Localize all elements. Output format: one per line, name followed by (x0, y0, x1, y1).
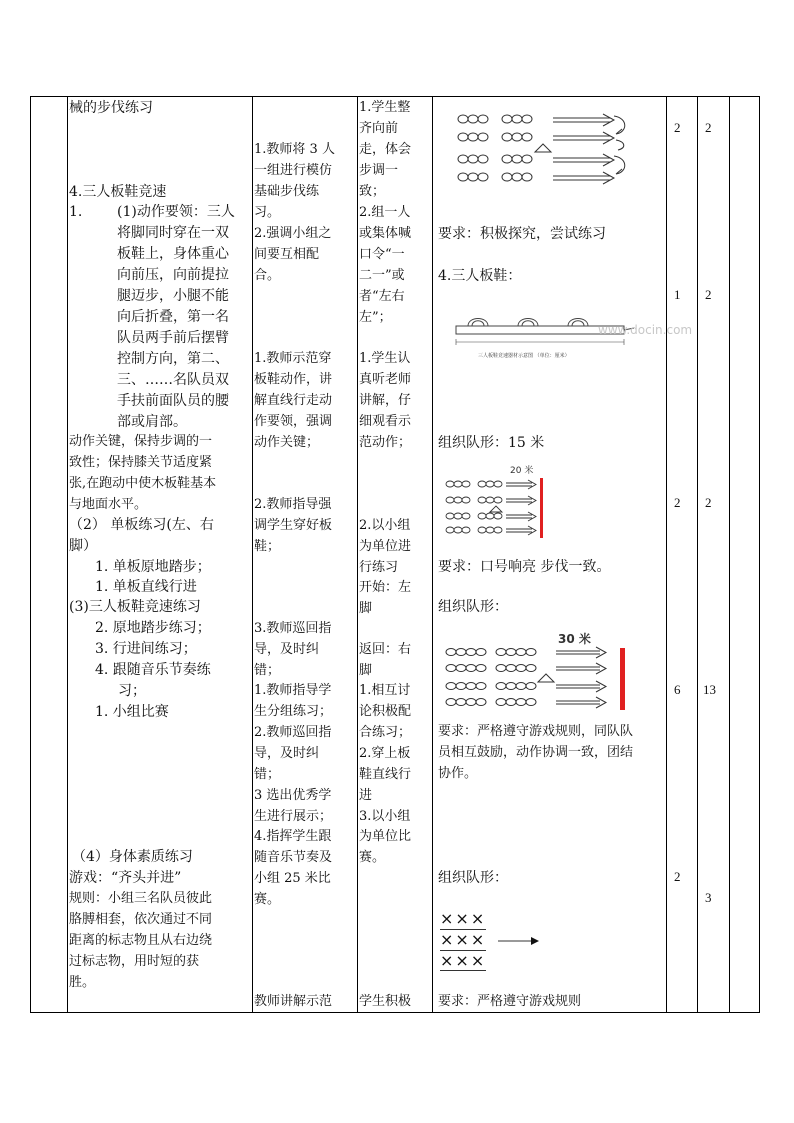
text-line: 2.组一人 (359, 205, 411, 220)
formation-diagram-3 (440, 628, 640, 710)
formation-label: 组织队形： (438, 599, 508, 615)
text-line: 二一”或 (359, 268, 405, 283)
text-line: 胳膊相套，依次通过不同 (69, 912, 213, 927)
text-line: 真听老师 (359, 372, 412, 387)
text-line: 合练习； (359, 725, 412, 740)
text-line: 队员两手前后摆臂 (117, 330, 229, 346)
text-line: 向后折叠，第一名 (117, 309, 229, 325)
text-line: 小组 25 米比 (254, 871, 331, 886)
formation-label: 组织队形： (438, 870, 508, 886)
text-line: 三、……名队员双 (117, 372, 229, 388)
text-line: 间要互相配 (254, 247, 320, 262)
student-group (458, 173, 532, 181)
text-line: 1.教师指导学 (254, 683, 332, 698)
text-line: 或集体喊 (359, 226, 412, 241)
requirement-text: 要求：严格遵守游戏规则 (438, 994, 582, 1009)
student-group (458, 133, 532, 141)
x-formation-row: ××× (440, 951, 487, 970)
grid-line (357, 96, 358, 1013)
grid-line (30, 96, 760, 97)
text-line: 部或肩部。 (117, 414, 187, 430)
text-line: 脚 (359, 663, 373, 678)
text-line: 赛。 (359, 850, 386, 865)
requirement-text: 要求：严格遵守游戏规则，同队队 (438, 724, 634, 739)
text-line: 脚） (69, 538, 97, 554)
text-line: 1. 单板原地踏步； (95, 559, 211, 575)
text-line: 板鞋动作，讲 (254, 372, 333, 387)
text-line: 2. 原地踏步练习； (95, 620, 211, 636)
text-line: 一组进行模仿 (254, 163, 333, 178)
text-line: 学生积极 (359, 994, 412, 1009)
text-line: 械的步伐练习 (69, 100, 153, 116)
text-line: 胜。 (69, 975, 96, 990)
requirement-text: 要求：口号响亮 步伐一致。 (438, 559, 611, 575)
text-line: 腿迈步，小腿不能 (117, 288, 229, 304)
text-line: 1.学生整 (359, 100, 411, 115)
student-group (458, 155, 532, 163)
text-line: 基础步伐练 (254, 184, 320, 199)
text-line: 赛。 (254, 892, 281, 907)
formation-diagram-2 (440, 462, 560, 540)
text-line: 论积极配 (359, 704, 412, 719)
count-value: 1 (674, 287, 681, 302)
direction-arrow-icon (498, 935, 542, 947)
text-line: (3)三人板鞋竞速练习 (69, 599, 201, 615)
text-line: 动作关键，保持步调的一 (69, 434, 213, 449)
text-line: 导，及时纠 (254, 746, 320, 761)
grid-line (432, 96, 433, 1013)
text-line: 行练习 (359, 560, 399, 575)
text-line: 1.相互讨 (359, 683, 411, 698)
text-line: 讲解，仔 (359, 393, 412, 408)
section-title: 4.三人板鞋： (438, 268, 522, 284)
text-line: 与地面水平。 (69, 497, 148, 512)
text-line: 2.教师巡回指 (254, 725, 332, 740)
text-line: 进 (359, 788, 373, 803)
text-line: 调学生穿好板 (254, 518, 333, 533)
text-line: 手扶前面队员的腰 (117, 393, 229, 409)
watermark-text: www.docin.com (598, 323, 693, 337)
formation-label: 组织队形：15 米 (438, 435, 545, 451)
distance-label: 20 米 (510, 466, 534, 476)
text-line: 错； (254, 663, 281, 678)
text-line: 2.以小组 (359, 518, 411, 533)
x-formation-row: ××× (440, 909, 487, 928)
grid-line (759, 96, 760, 1013)
text-line: 游戏：“齐头并进” (69, 870, 182, 886)
text-line: 导，及时纠 (254, 642, 320, 657)
text-line: 致； (359, 184, 386, 199)
count-value: 6 (674, 682, 681, 697)
text-line: 控制方向，第二、 (117, 351, 229, 367)
text-line: 动作关键； (254, 435, 320, 450)
text-line: 规则：小组三名队员彼此 (69, 891, 213, 906)
count-value: 2 (674, 869, 681, 884)
requirement-text: 员相互鼓励，动作协调一致，团结 (438, 745, 634, 760)
grid-line (67, 96, 68, 1013)
time-value: 2 (705, 287, 712, 302)
text-line: 教师讲解示范 (254, 994, 333, 1009)
board-shoe-diagram (448, 308, 693, 368)
text-line: 3.教师巡回指 (254, 621, 332, 636)
text-line: 开始：左 (359, 580, 412, 595)
text-line: 张,在跑动中使木板鞋基本 (69, 476, 217, 491)
requirement-text: 要求：积极探究，尝试练习 (438, 226, 606, 242)
text-line: 1.教师将 3 人 (254, 142, 335, 157)
distance-label: 30 米 (558, 632, 591, 646)
text-line: 4.指挥学生跟 (254, 829, 332, 844)
text-line: 解直线行走动 (254, 393, 333, 408)
text-line: 为单位比 (359, 829, 412, 844)
text-line: （4）身体素质练习 (72, 849, 193, 865)
text-line: 鞋直线行 (359, 767, 412, 782)
text-line: 作要领，强调 (254, 414, 333, 429)
text-line: 脚 (359, 601, 373, 616)
text-line: 2.强调小组之 (254, 226, 332, 241)
text-line: 返回：右 (359, 642, 412, 657)
text-line: （2） 单板练习(左、右 (69, 517, 214, 533)
text-line: 距离的标志物且从右边绕 (69, 933, 213, 948)
time-value: 2 (705, 495, 712, 510)
text-line: 步调一 (359, 163, 399, 178)
grid-line (666, 96, 667, 1013)
text-line: 1. 小组比赛 (95, 704, 169, 720)
text-line: 习。 (254, 205, 281, 220)
text-line: 4. 跟随音乐节奏练 (95, 662, 211, 678)
text-line: 左”； (359, 310, 392, 325)
text-line: 2.穿上板 (359, 746, 411, 761)
formation-line (440, 970, 486, 971)
text-line: 细观看示 (359, 414, 412, 429)
text-line: 2.教师指导强 (254, 497, 332, 512)
text-line: 1. (69, 204, 83, 220)
text-line: 将脚同时穿在一双 (117, 225, 229, 241)
formation-diagram-1 (450, 108, 640, 192)
text-line: 4.三人板鞋竞速 (69, 184, 167, 200)
text-line: 3.以小组 (359, 809, 411, 824)
count-value: 2 (674, 495, 681, 510)
grid-line (30, 1012, 760, 1013)
time-value: 3 (705, 890, 712, 905)
text-line: 合。 (254, 268, 281, 283)
grid-line (729, 96, 730, 1013)
requirement-text: 协作。 (438, 766, 478, 781)
text-line: 生分组练习； (254, 704, 333, 719)
text-line: 板鞋上，身体重心 (117, 246, 229, 262)
time-value: 2 (705, 120, 712, 135)
grid-line (697, 96, 698, 1013)
grid-line (252, 96, 253, 1013)
text-line: 3 选出优秀学 (254, 788, 332, 803)
x-formation-row: ××× (440, 930, 487, 949)
text-line: 齐向前 (359, 121, 399, 136)
grid-line (30, 96, 31, 1013)
text-line: 为单位进 (359, 539, 412, 554)
text-line: 3. 行进间练习； (95, 641, 197, 657)
text-line: (1)动作要领：三人 (117, 204, 235, 220)
text-line: 1. 单板直线行进 (95, 579, 197, 595)
time-value: 13 (703, 682, 716, 697)
text-line: 范动作； (359, 435, 412, 450)
text-line: 致性；保持膝关节适度紧 (69, 455, 213, 470)
text-line: 向前压，向前提拉 (117, 267, 229, 283)
text-line: 走，体会 (359, 142, 412, 157)
text-line: 1.学生认 (359, 351, 411, 366)
text-line: 错； (254, 767, 281, 782)
diagram-caption: 三人板鞋竞速器材示意图 （单位：厘米） (478, 353, 570, 359)
text-line: 鞋； (254, 539, 281, 554)
count-value: 2 (674, 120, 681, 135)
text-line: 随音乐节奏及 (254, 850, 333, 865)
student-group (458, 115, 532, 123)
text-line: 1.教师示范穿 (254, 351, 332, 366)
text-line: 者“左右 (359, 289, 405, 304)
text-line: 习； (118, 683, 146, 699)
text-line: 过标志物，用时短的获 (69, 954, 200, 969)
text-line: 口令“一 (359, 247, 405, 262)
text-line: 生进行展示； (254, 809, 333, 824)
